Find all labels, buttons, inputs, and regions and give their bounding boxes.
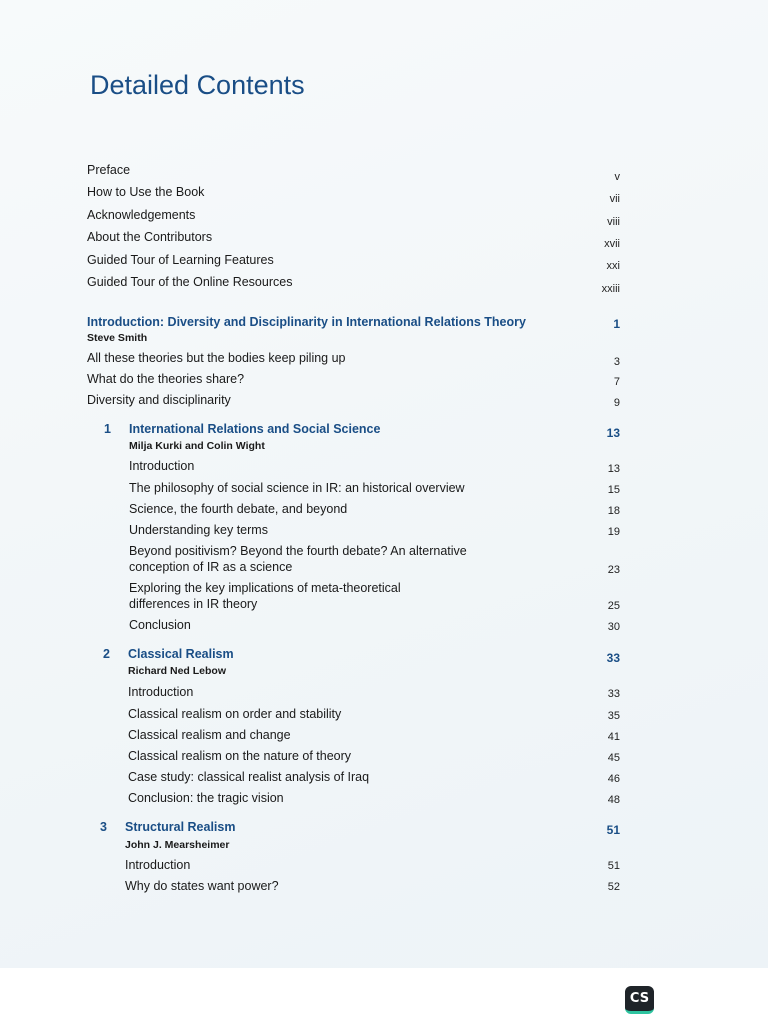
badge-label: CS (629, 991, 650, 1006)
chapter-page: 51 (606, 823, 620, 837)
intro-title: Introduction: Diversity and Disciplinarity in International Relations Theory (87, 315, 526, 329)
toc-entry: Diversity and disciplinarity (87, 393, 231, 407)
entry-page: 7 (613, 376, 620, 388)
chapter-authors: Milja Kurki and Colin Wight (129, 440, 265, 452)
toc-entry: Introduction (128, 685, 194, 699)
entry-page: 46 (607, 773, 620, 785)
entry-page: 3 (613, 356, 620, 368)
entry-page: 52 (607, 881, 620, 893)
toc-entry: Beyond positivism? Beyond the fourth debate? An alternative (129, 544, 467, 558)
entry-page: 35 (607, 710, 620, 722)
entry-page: 45 (607, 752, 620, 764)
entry-page: xvii (604, 238, 620, 250)
toc-entry: Conclusion (129, 618, 191, 632)
chapter-authors: John J. Mearsheimer (125, 839, 230, 851)
chapter-page: 13 (606, 426, 620, 440)
intro-author: Steve Smith (87, 332, 148, 344)
toc-entry: Exploring the key implications of meta-theoretical (129, 581, 401, 595)
toc-entry (87, 229, 620, 246)
toc-entry: Case study: classical realist analysis of Iraq (128, 770, 370, 784)
entry-page: 33 (607, 688, 620, 700)
toc-entry: The philosophy of social science in IR: an historical overview (129, 481, 465, 495)
chapter-authors: Richard Ned Lebow (128, 665, 227, 677)
entry-page: 41 (607, 731, 620, 743)
toc-entry (87, 252, 620, 269)
toc-entry: What do the theories share? (87, 372, 245, 386)
camscanner-badge (625, 986, 654, 1014)
toc-entry: Introduction (125, 858, 191, 872)
entry-page: vii (609, 193, 620, 205)
entry-page: 15 (607, 484, 620, 496)
chapter-number: 1 (104, 422, 111, 436)
toc-entry: Classical realism and change (128, 728, 291, 742)
entry-page: 23 (607, 564, 620, 576)
page-title: Detailed Contents (90, 70, 305, 100)
chapter-title: Structural Realism (125, 820, 236, 834)
entry-page: 19 (607, 526, 620, 538)
entry-page: 51 (607, 860, 620, 872)
entry-page: xxi (606, 260, 620, 272)
intro-page: 1 (613, 317, 620, 331)
toc-entry (87, 162, 620, 179)
entry-page: 9 (613, 397, 620, 409)
toc-entry: Introduction (129, 459, 195, 473)
entry-label: How to Use the Book (87, 185, 205, 199)
entry-page: 30 (607, 621, 620, 633)
toc-entry: Classical realism on order and stability (128, 707, 342, 721)
chapter-number: 2 (103, 647, 110, 661)
toc-entry: Conclusion: the tragic vision (128, 791, 284, 805)
toc-entry-continued: conception of IR as a science (129, 560, 293, 574)
entry-label: Guided Tour of the Online Resources (87, 275, 293, 289)
entry-page: 18 (607, 505, 620, 517)
entry-label: Preface (87, 163, 131, 177)
toc-entry: Understanding key terms (129, 523, 268, 537)
chapter-title: International Relations and Social Science (129, 422, 381, 436)
toc-entry: Science, the fourth debate, and beyond (129, 502, 348, 516)
toc-entry (87, 207, 620, 224)
entry-page: viii (607, 216, 620, 228)
entry-page: 13 (607, 463, 620, 475)
toc-entry (87, 274, 620, 291)
toc-entry: All these theories but the bodies keep piling up (87, 351, 346, 365)
chapter-number: 3 (100, 820, 107, 834)
entry-page: v (614, 171, 620, 183)
toc-entry-continued: differences in IR theory (129, 597, 258, 611)
entry-label: About the Contributors (87, 230, 213, 244)
entry-label: Acknowledgements (87, 208, 196, 222)
entry-page: xxiii (601, 283, 620, 295)
chapter-title: Classical Realism (128, 647, 234, 661)
entry-page: 48 (607, 794, 620, 806)
entry-page: 25 (607, 600, 620, 612)
toc-entry: Why do states want power? (125, 879, 279, 893)
toc-entry: Classical realism on the nature of theory (128, 749, 352, 763)
entry-label: Guided Tour of Learning Features (87, 253, 274, 267)
chapter-page: 33 (606, 651, 620, 665)
toc-entry (87, 184, 620, 201)
